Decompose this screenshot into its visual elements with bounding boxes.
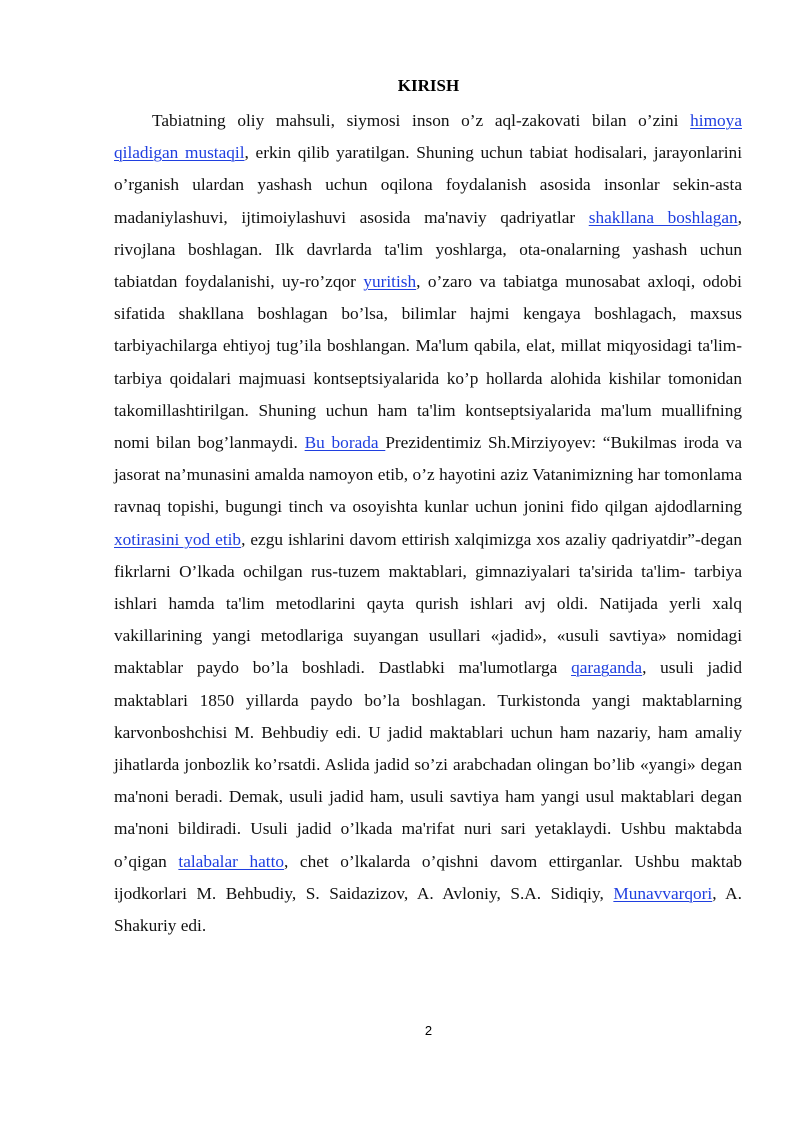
hyperlink[interactable]: xotirasini yod etib <box>114 529 242 549</box>
body-paragraph <box>114 105 742 942</box>
hyperlink[interactable]: qaraganda <box>571 658 643 678</box>
paragraph-text: , usuli jadid maktablari 1850 yillarda paydo bo’la boshlagan. Turkistonda yangi maktablarning karvonboshchisi M. Behbudiy edi. U jadid maktablari uchun ham nazariy, ham amaliy jihatlarda jonbozlik ko’rsatdi. Aslida jadid so’zi arabchadan olingan bo’lib «yangi» degan ma'noni beradi. Demak, usuli jadid ham, usuli savtiya ham yangi usul maktablari degan ma'noni bildiradi. Usuli jadid o’lkada ma'rifat nuri sari yetaklaydi. Ushbu maktabda o’qigan <box>114 658 742 871</box>
hyperlink[interactable]: Bu borada <box>304 433 386 453</box>
hyperlink[interactable]: shakllana boshlagan <box>588 207 738 227</box>
hyperlink[interactable]: himoya qiladigan mustaqil <box>114 111 742 163</box>
hyperlink[interactable]: Munavvarqori <box>613 883 713 903</box>
paragraph-text: , chet o’lkalarda o’qishni davom ettirganlar. Ushbu maktab ijodkorlari M. Behbudiy, S. Saidazizov, A. Avloniy, S.A. Sidiqiy, <box>114 851 743 903</box>
paragraph-text: Prezidentimiz Sh.Mirziyoyev: “Bukilmas iroda va jasorat na’munasini amalda namoyon etib, o’z hayotini aziz Vatanimizning har tomonlama ravnaq topishi, bugungi tinch va osoyishta kunlar uchun jonini fido qilgan ajdodlarning <box>114 433 743 517</box>
paragraph-text: Tabiatning oliy mahsuli, siymosi inson o’z aql-zakovati bilan o’zini <box>152 111 691 130</box>
paragraph-text: , rivojlana boshlagan. Ilk davrlarda ta'lim yoshlarga, ota-onalarning yashash uchun tabiatdan foydalanishi, uy-ro’zqor <box>114 207 742 292</box>
paragraph-text: , erkin qilib yaratilgan. Shuning uchun tabiat hodisalari, jarayonlarini o’rganish ulardan yashash uchun oqilona foydalanish asosida insonlar sekin-asta madaniylashuvi, ijtimoiylashuvi asosida ma'naviy qadriyatlar <box>114 143 742 227</box>
paragraph-text: , ezgu ishlarini davom ettirish xalqimizga xos azaliy qadriyatdir”-degan fikrlarni O’lkada ochilgan rus-tuzem maktablari, gimnaziyalari ta'sirida ta'lim- tarbiya ishlari hamda ta'lim metodlarini qayta qurish ishlari avj oldi. Natijada yerli xalq vakillarining yangi metodlariga suyangan usullari «jadid», «usuli savtiya» nomidagi maktablar paydo bo’la boshladi. Dastlabki ma'lumotlarga <box>114 529 742 678</box>
section-heading: KIRISH <box>397 76 460 95</box>
page-number: 2 <box>424 1023 433 1038</box>
hyperlink[interactable]: yuritish <box>363 272 417 292</box>
paragraph-text: , A. Shakuriy edi. <box>114 883 742 936</box>
hyperlink[interactable]: talabalar hatto <box>178 851 285 871</box>
paragraph-text: , o’zaro va tabiatga munosabat axloqi, odobi sifatida shakllana boshlagan bo’lsa, bilimlar hajmi kengaya boshlagach, maxsus tarbiyachilarga ehtiyoj tug’ila boshlangan. Ma'lum qabila, elat, millat miqyosidagi ta'lim-tarbiya qoidalari majmuasi kontseptsiyalarida ko’p hollarda alohida kishilar tomonidan takomillashtirilgan. Shuning uchun ham ta'lim kontseptsiyalarida ma'lum muallifning nomi bilan bog’lanmaydi. <box>114 272 742 453</box>
